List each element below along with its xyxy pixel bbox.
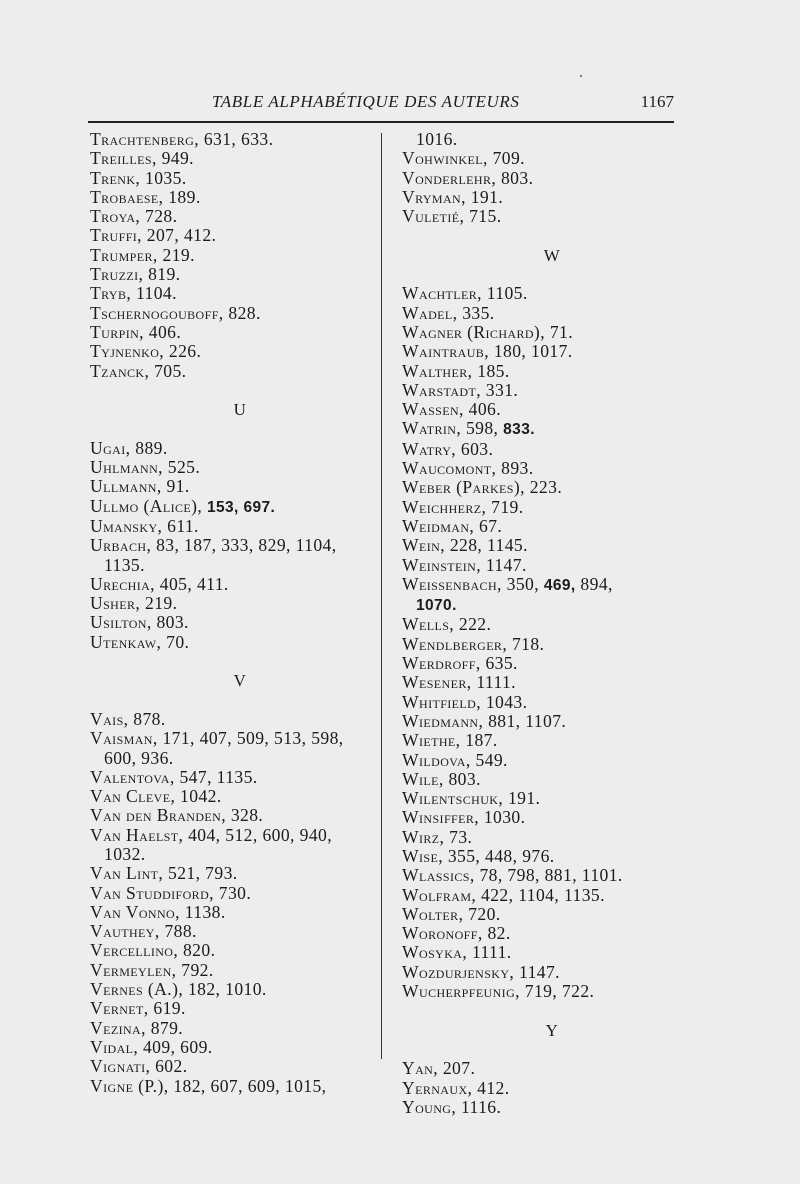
index-entry: Trenk, 1035. — [90, 167, 187, 188]
author-name: Truffi — [90, 225, 138, 246]
index-entry: Warstadt, 331. — [402, 379, 519, 400]
page-refs: 180, 1017. — [493, 341, 573, 362]
section-letter: U — [233, 400, 247, 420]
author-name: Usher — [90, 593, 136, 614]
index-entry: Uhlmann, 525. — [90, 457, 201, 478]
author-name: Yan — [402, 1058, 434, 1079]
author-name: Watry — [402, 438, 452, 459]
index-entry: Van Cleve, 1042. — [90, 786, 222, 807]
header-rule — [88, 121, 674, 123]
page-refs: 406. — [148, 321, 182, 342]
page-refs: 1105. — [486, 283, 528, 304]
index-entry: Vonderlehr, 803. — [402, 167, 534, 188]
index-entry: Wagner (Richard), 71. — [402, 321, 574, 342]
page-refs-continued: 1016. — [416, 129, 458, 149]
author-name: Van Haelst — [90, 824, 179, 845]
page-refs: 350, — [506, 573, 540, 594]
author-name: Woronoff — [402, 923, 478, 944]
page-refs: 189. — [168, 186, 201, 207]
page-refs: 83, 187, 333, 829, 1104, — [156, 535, 337, 556]
author-name: Wirz — [402, 826, 440, 847]
page-refs: 819. — [148, 264, 181, 285]
author-name: Young — [402, 1096, 452, 1117]
index-entry: Walther, 185. — [402, 360, 510, 381]
author-name: Van Cleve — [90, 786, 171, 807]
page-refs: 412. — [477, 1077, 510, 1098]
index-entry: Troya, 728. — [90, 206, 178, 227]
page-refs: 71. — [549, 321, 574, 342]
page-refs-continued — [402, 595, 702, 615]
index-entry: Vignati, 602. — [90, 1056, 188, 1077]
page-refs-continued: 1135. — [104, 554, 145, 575]
index-entry: Weichherz, 719. — [402, 496, 524, 517]
author-name: Wendlberger — [402, 633, 503, 654]
page-refs: 171, 407, 509, 513, 598, — [162, 728, 344, 749]
page-refs: 406. — [468, 399, 502, 420]
page-refs: 719. — [491, 496, 524, 517]
author-name: Weber (Parkes) — [402, 477, 521, 498]
page-refs: 226. — [168, 341, 202, 362]
index-entry: Tzanck, 705. — [90, 360, 187, 381]
page-refs: 1104. — [135, 283, 177, 304]
index-entry: Van den Branden, 328. — [90, 805, 264, 826]
index-entry: Vernes (A.), 182, 1010. — [90, 979, 267, 1000]
index-entry: Usilton, 803. — [90, 612, 189, 633]
index-entry: Vernet, 619. — [90, 998, 186, 1019]
author-name: Weidman — [402, 515, 470, 536]
page-refs-bold: 1070. — [416, 597, 457, 615]
author-name: Werdroff — [402, 653, 476, 674]
author-name: Vais — [90, 708, 124, 729]
index-entry: Winsiffer, 1030. — [402, 807, 526, 828]
index-entry: Weidman, 67. — [402, 515, 503, 536]
left-column — [90, 130, 390, 1096]
page-refs: 409, 609. — [142, 1036, 213, 1057]
page-refs: 1138. — [184, 901, 226, 922]
index-entry: Weinstein, 1147. — [402, 554, 527, 575]
author-name: Treilles — [90, 148, 152, 169]
author-name: Vonderlehr — [402, 167, 492, 188]
author-name: Vigne (P.) — [90, 1075, 164, 1096]
author-name: Urechia — [90, 573, 151, 594]
index-entry: Vermeylen, 792. — [90, 959, 214, 980]
index-entry: Yan, 207. — [402, 1058, 476, 1079]
page-refs: 328. — [230, 805, 264, 826]
author-name: Watrin — [402, 418, 457, 439]
page-refs: 1111. — [476, 672, 516, 693]
page-refs: 792. — [181, 959, 214, 980]
author-name: Valentova — [90, 766, 170, 787]
author-name: Winsiffer — [402, 807, 475, 828]
index-entry: Wlassics, 78, 798, 881, 1101. — [402, 865, 623, 886]
index-entry: Tyjnenko, 226. — [90, 341, 202, 362]
index-entry: Urechia, 405, 411. — [90, 573, 229, 594]
page-refs: 1147. — [519, 961, 560, 982]
author-name: Weichherz — [402, 496, 482, 517]
index-entry: Wozdurjensky, 1147. — [402, 961, 560, 982]
index-entry: Vauthey, 788. — [90, 921, 197, 942]
page-refs: 705. — [154, 360, 187, 381]
index-entry: Waintraub, 180, 1017. — [402, 341, 573, 362]
page-refs: 404, 512, 600, 940, — [188, 824, 333, 845]
author-name: Wildova — [402, 749, 466, 770]
page-refs: 182, 607, 609, 1015, — [173, 1075, 327, 1096]
author-name: Truzzi — [90, 264, 139, 285]
page-refs: 803. — [448, 768, 481, 789]
index-entry: Tryb, 1104. — [90, 283, 177, 304]
author-name: Tyjnenko — [90, 341, 160, 362]
index-entry: Vezina, 879. — [90, 1017, 184, 1038]
page-refs: 894, — [580, 573, 613, 594]
page-refs: 709. — [492, 148, 525, 169]
index-entry: Wells, 222. — [402, 614, 492, 635]
page-refs: 602. — [155, 1056, 188, 1077]
page-refs-bold: 833. — [503, 421, 535, 439]
author-name: Trobaese — [90, 186, 159, 207]
index-entry: Wiedmann, 881, 1107. — [402, 710, 567, 731]
index-entry: Werdroff, 635. — [402, 653, 518, 674]
index-entry: Wiethe, 187. — [402, 730, 498, 751]
index-entry: Wesener, 1111. — [402, 672, 516, 693]
author-name: Waucomont — [402, 458, 492, 479]
index-entry: Vidal, 409, 609. — [90, 1036, 213, 1057]
index-entry: Wirz, 73. — [402, 826, 473, 847]
page-refs: 719, 722. — [524, 981, 595, 1002]
index-entry: Whitfield, 1043. — [402, 691, 528, 712]
index-entry: Wachtler, 1105. — [402, 283, 528, 304]
index-entry: Wendlberger, 718. — [402, 633, 545, 654]
page-refs: 335. — [462, 302, 495, 323]
author-name: Wein — [402, 535, 441, 556]
index-entry: Young, 1116. — [402, 1096, 502, 1117]
author-name: Wagner (Richard) — [402, 321, 541, 342]
author-name: Wosyka — [402, 942, 463, 963]
page-refs: 222. — [458, 614, 492, 635]
page-refs: 549. — [475, 749, 508, 770]
index-entry: Vryman, 191. — [402, 186, 504, 207]
page-refs: 187. — [465, 730, 498, 751]
page-refs: 803. — [156, 612, 189, 633]
page-refs: 1147. — [485, 554, 527, 575]
index-entry: Trachtenberg, 631, 633. — [90, 129, 274, 149]
author-name: Wolter — [402, 903, 459, 924]
author-name: Trumper — [90, 244, 153, 265]
page-refs: 223. — [529, 477, 563, 498]
index-entry: Wein, 228, 1145. — [402, 535, 528, 556]
author-name: Yernaux — [402, 1077, 468, 1098]
index-entry: Treilles, 949. — [90, 148, 194, 169]
author-name: Vermeylen — [90, 959, 172, 980]
author-name: Troya — [90, 206, 136, 227]
index-entry: Vohwinkel, 709. — [402, 148, 525, 169]
author-name: Vignati — [90, 1056, 146, 1077]
author-name: Turpin — [90, 321, 140, 342]
author-name: Walther — [402, 360, 468, 381]
page-refs-continued: 1032. — [104, 843, 146, 864]
index-entry: Valentova, 547, 1135. — [90, 766, 258, 787]
page-refs: 521, 793. — [168, 863, 238, 884]
index-entry: Umansky, 611. — [90, 515, 199, 536]
index-entry: Wildova, 549. — [402, 749, 508, 770]
index-entry: Truzzi, 819. — [90, 264, 181, 285]
section-letter: V — [233, 671, 247, 691]
page-number: 1167 — [640, 92, 674, 111]
page-header — [88, 90, 674, 118]
page-title: TABLE ALPHABÉTIQUE DES AUTEURS — [212, 92, 520, 111]
page-refs: 879. — [150, 1017, 184, 1038]
author-name: Wolfram — [402, 884, 472, 905]
page-refs: 78, 798, 881, 1101. — [479, 865, 623, 886]
page-refs: 730. — [218, 882, 252, 903]
index-entry: Trobaese, 189. — [90, 186, 201, 207]
page-refs: 889. — [135, 437, 168, 458]
author-name: Van Studdiford — [90, 882, 210, 903]
page-refs: 355, 448, 976. — [447, 845, 555, 866]
index-entry: Woronoff, 82. — [402, 923, 511, 944]
author-name: Vercellino — [90, 940, 174, 961]
page-refs: 547, 1135. — [179, 766, 258, 787]
author-name: Vaisman — [90, 728, 153, 749]
author-name: Van Vonno — [90, 901, 176, 922]
page-refs: 207. — [442, 1058, 476, 1079]
page-refs: 881, 1107. — [488, 710, 567, 731]
index-entry: Wile, 803. — [402, 768, 481, 789]
index-entry: Utenkaw, 70. — [90, 631, 190, 652]
page-refs: 949. — [161, 148, 194, 169]
page-refs: 1042. — [180, 786, 222, 807]
column-divider — [381, 133, 382, 1059]
author-name: Trachtenberg — [90, 129, 195, 149]
index-entry: Vigne (P.), 182, 607, 609, 1015, — [90, 1075, 327, 1096]
author-name: Wachtler — [402, 283, 478, 304]
page-refs: 73. — [449, 826, 473, 847]
page-refs: 878. — [133, 708, 166, 729]
index-entry: Trumper, 219. — [90, 244, 195, 265]
index-entry — [402, 130, 702, 149]
author-name: Wells — [402, 614, 450, 635]
index-entry: Vercellino, 820. — [90, 940, 216, 961]
author-name: Van den Branden — [90, 805, 222, 826]
index-entry: Wilentschuk, 191. — [402, 788, 541, 809]
page-refs: 70. — [166, 631, 190, 652]
index-entry: Van Vonno, 1138. — [90, 901, 226, 922]
author-name: Tschernogouboff — [90, 302, 219, 323]
index-entry: Vuletié, 715. — [402, 206, 502, 227]
author-name: Vernes (A.) — [90, 979, 179, 1000]
page-refs: 185. — [477, 360, 510, 381]
author-name: Weissenbach — [402, 573, 498, 594]
author-name: Usilton — [90, 612, 147, 633]
author-name: Utenkaw — [90, 631, 157, 652]
index-entry: Yernaux, 412. — [402, 1077, 510, 1098]
page-refs: 715. — [469, 206, 502, 227]
author-name: Ullmann — [90, 476, 157, 497]
index-entry: Wise, 355, 448, 976. — [402, 845, 555, 866]
page-refs: 82. — [487, 923, 511, 944]
author-name: Wesener — [402, 672, 467, 693]
page-refs-bold: 153, 697. — [207, 498, 276, 516]
index-entry: Watry, 603. — [402, 438, 494, 459]
page-refs: 1043. — [485, 691, 528, 712]
index-entry: Watrin, 598, 833. — [402, 418, 535, 439]
author-name: Wise — [402, 845, 439, 866]
page-refs: 619. — [153, 998, 186, 1019]
index-entry: Weissenbach, 350, 469, 894, 1070. — [402, 575, 702, 616]
index-entry: Vaisman, 171, 407, 509, 513, 598, 600, 936. — [90, 729, 390, 768]
page-refs: 820. — [182, 940, 216, 961]
section-letter: Y — [545, 1020, 559, 1040]
author-name: Vohwinkel — [402, 148, 483, 169]
page-refs: 182, 1010. — [187, 979, 267, 1000]
author-name: Vernet — [90, 998, 144, 1019]
page-refs: 1111. — [471, 942, 512, 963]
right-column — [402, 130, 702, 1117]
author-name: Wassen — [402, 399, 460, 420]
page-refs: 611. — [167, 515, 199, 536]
page-refs: 635. — [485, 653, 518, 674]
author-name: Wilentschuk — [402, 788, 499, 809]
author-name: Vauthey — [90, 921, 155, 942]
page-refs: 422, 1104, 1135. — [481, 884, 605, 905]
author-name: Vidal — [90, 1036, 134, 1057]
page-refs: 525. — [167, 457, 201, 478]
author-name: Tzanck — [90, 360, 145, 381]
page-refs-bold: 469, — [543, 576, 576, 594]
page-refs: 191. — [507, 788, 541, 809]
section-letter: W — [543, 245, 561, 265]
page-refs: 828. — [228, 302, 261, 323]
index-entry: Urbach, 83, 187, 333, 829, 1104, 1135. — [90, 536, 390, 575]
index-entry: Turpin, 406. — [90, 321, 182, 342]
page-refs: 219. — [145, 593, 178, 614]
page-refs: 228, 1145. — [449, 535, 528, 556]
author-name: Wucherpfeunig — [402, 981, 516, 1002]
author-name: Trenk — [90, 167, 136, 188]
author-name: Wlassics — [402, 865, 470, 886]
index-entry: Ullmo (Alice), 153, 697. — [90, 495, 276, 516]
index-entry: Tschernogouboff, 828. — [90, 302, 261, 323]
author-name: Vezina — [90, 1017, 142, 1038]
page-refs: 219. — [162, 244, 195, 265]
index-entry: Vais, 878. — [90, 708, 166, 729]
page-refs: 598, — [465, 418, 499, 439]
page-refs: 788. — [164, 921, 197, 942]
index-entry: Ullmann, 91. — [90, 476, 190, 497]
page-refs: 405, 411. — [159, 573, 229, 594]
print-speck — [580, 75, 582, 77]
page-refs: 207, 412. — [146, 225, 217, 246]
author-name: Uhlmann — [90, 457, 159, 478]
index-entry: Wadel, 335. — [402, 302, 495, 323]
author-name: Tryb — [90, 283, 127, 304]
author-name: Van Lint — [90, 863, 159, 884]
index-entry: Truffi, 207, 412. — [90, 225, 217, 246]
page-refs-continued: 600, 936. — [104, 747, 174, 768]
author-name: Whitfield — [402, 691, 477, 712]
index-entry: Waucomont, 893. — [402, 458, 534, 479]
page-refs: 1030. — [483, 807, 526, 828]
author-name: Warstadt — [402, 379, 477, 400]
author-name: Vuletié — [402, 206, 460, 227]
index-entry: Wassen, 406. — [402, 399, 502, 420]
author-name: Wile — [402, 768, 439, 789]
page-refs: 720. — [468, 903, 501, 924]
index-entry: Wucherpfeunig, 719, 722. — [402, 981, 595, 1002]
page-refs: 631, 633. — [203, 129, 274, 149]
author-name: Umansky — [90, 515, 158, 536]
author-name: Vryman — [402, 186, 462, 207]
index-entry: Wolter, 720. — [402, 903, 501, 924]
page-refs: 718. — [511, 633, 545, 654]
page-refs: 603. — [460, 438, 494, 459]
page-refs: 331. — [485, 379, 519, 400]
page-refs: 728. — [145, 206, 178, 227]
index-entry: Van Haelst, 404, 512, 600, 940, 1032. — [90, 826, 390, 865]
page-refs: 1035. — [145, 167, 187, 188]
page-refs: 893. — [501, 458, 534, 479]
author-name: Wiethe — [402, 730, 456, 751]
index-entry: Van Studdiford, 730. — [90, 882, 252, 903]
page-refs: 91. — [166, 476, 190, 497]
author-name: Ullmo (Alice) — [90, 495, 198, 516]
index-entry: Wosyka, 1111. — [402, 942, 512, 963]
index-entry: Usher, 219. — [90, 593, 178, 614]
page-refs: 803. — [500, 167, 534, 188]
page-refs: 67. — [479, 515, 503, 536]
index-entry: Weber (Parkes), 223. — [402, 477, 563, 498]
author-name: Wozdurjensky — [402, 961, 510, 982]
author-name: Ugai — [90, 437, 126, 458]
author-name: Waintraub — [402, 341, 485, 362]
index-entry: Van Lint, 521, 793. — [90, 863, 238, 884]
index-entry: Ugai, 889. — [90, 437, 168, 458]
page-refs: 1116. — [460, 1096, 502, 1117]
index-entry: Wolfram, 422, 1104, 1135. — [402, 884, 605, 905]
author-name: Wiedmann — [402, 710, 479, 731]
author-name: Wadel — [402, 302, 453, 323]
author-name: Urbach — [90, 535, 147, 556]
author-name: Weinstein — [402, 554, 477, 575]
page-refs: 191. — [470, 186, 504, 207]
